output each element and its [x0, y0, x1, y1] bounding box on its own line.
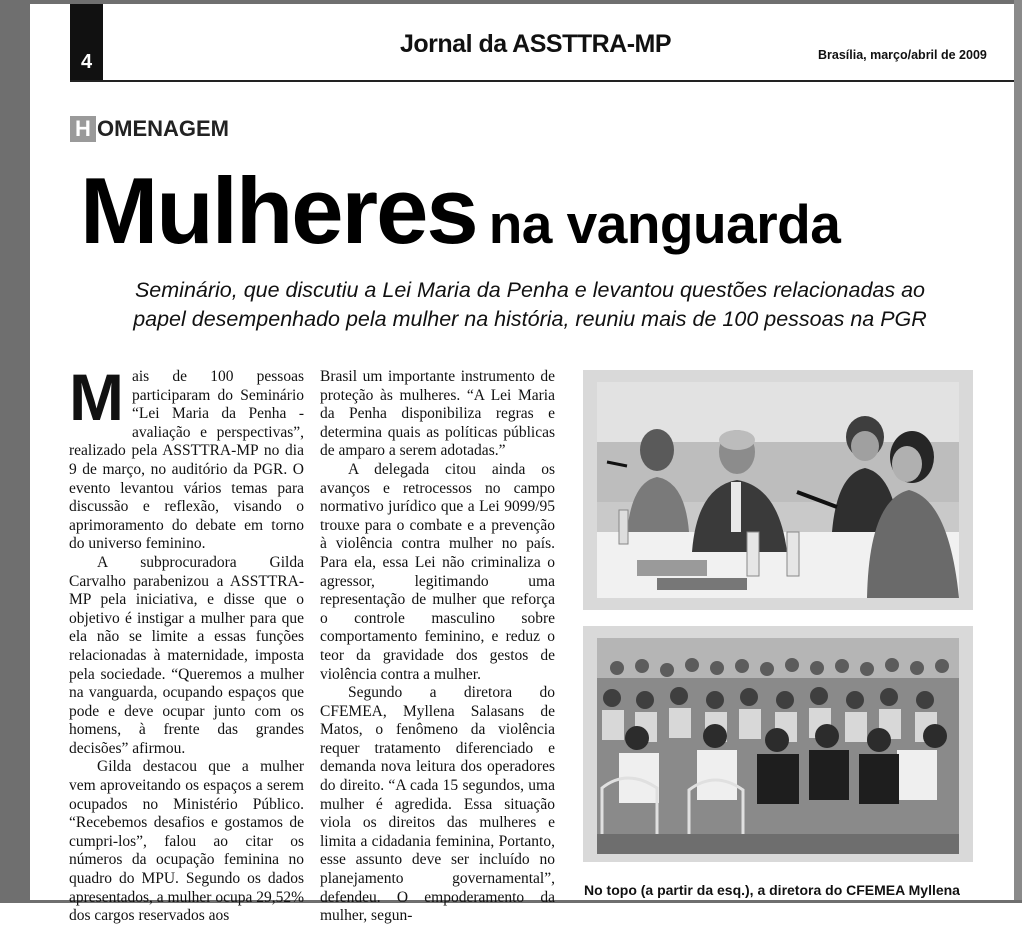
- subtitle: [80, 276, 980, 334]
- section-label-text: OMENAGEM: [97, 116, 229, 141]
- issue-date: Brasília, março/abril de 2009: [818, 48, 987, 62]
- newspaper-page: [30, 4, 1014, 925]
- photo-caption: No topo (a partir da esq.), a diretora do CFEMEA Myllena: [584, 882, 960, 898]
- photo-panel-top: [583, 370, 973, 610]
- subtitle-line-2: papel desempenhado pela mulher na história, reuniu mais de 100 pessoas na PGR: [133, 307, 927, 331]
- header-divider: [70, 80, 1014, 82]
- paragraph: A subprocuradora Gilda Carvalho parabenizou a ASSTTRA-MP pela iniciativa, e disse que o objetivo é instigar a mulher para que ela não se limite a essas funções relacionadas à maternidade, imposta pela sociedade. “Queremos a mulher na vanguarda, ocupando espaços que pode e deve ocupar junto com os homens, à frente das grandes decisões” afirmou.: [69, 553, 304, 757]
- paragraph: ais de 100 pessoas participaram do Seminário “Lei Maria da Penha - avaliação e perspectivas”, realizado pela ASSTTRA-MP no dia 9 de março, no auditório da PGR. O evento levantou vários temas para discussão e reflexão, visando o aprimoramento do debate em torno do universo feminino.: [69, 368, 304, 553]
- article-column-2: [320, 368, 555, 926]
- headline-main: Mulheres: [80, 158, 477, 263]
- page-number: 4: [70, 4, 103, 80]
- headline-rest: na vanguarda: [488, 193, 841, 255]
- viewer-frame-right: [1014, 0, 1022, 903]
- paragraph: A delegada citou ainda os avanços e retrocessos no campo normativo jurídico que a Lei 9099/95 trouxe para o combate e a prevenção à violência contra mulher no país. Para ela, essa Lei não criminaliza o agressor, legitimando uma representação de mulher que reforça o controle masculino sobre comportamento feminino, e reduz o teor da gravidade dos gestos de violência contra a mulher.: [320, 460, 555, 683]
- headline: [80, 158, 980, 263]
- paragraph-continued: Brasil um importante instrumento de proteção às mulheres. “A Lei Maria da Penha disponibiliza regras e determina quais as políticas públicas de amparo a serem adotadas.”: [320, 368, 555, 460]
- subtitle-line-1: Seminário, que discutiu a Lei Maria da Penha e levantou questões relacionadas ao: [134, 278, 926, 302]
- photo-panel-bottom: [583, 626, 973, 862]
- photo-panelists: [597, 382, 959, 598]
- section-label: [70, 116, 229, 142]
- photo-audience: [597, 638, 959, 854]
- section-initial: H: [70, 116, 96, 142]
- paragraph: Gilda destacou que a mulher vem aproveitando os espaços a serem ocupados no Ministério Público. “Recebemos desafios e gostamos de cumpri-los”, falou ao citar os números da ocupação feminina no quadro do MPU. Segundo os dados apresentados, a mulher ocupa 29,52% dos cargos reservados aos: [69, 758, 305, 925]
- viewer-frame-left: [0, 0, 30, 903]
- drop-cap: M: [69, 360, 124, 434]
- paragraph: Segundo a diretora do CFEMEA, Myllena Salasans de Matos, o fenômeno da violência requer tratamento diferenciado e demanda nova leitura dos operadores do direito. “A cada 15 segundos, uma mulher é agredida. Essa situação viola os direitos das mulheres e limita a cidadania feminina, Portanto, esse assunto deve ser incluído no planejamento governamental”, defendeu. O empoderamento da mulher, segun-: [320, 684, 555, 925]
- newspaper-title: Jornal da ASSTTRA-MP: [400, 30, 672, 58]
- article-column-1: [69, 360, 305, 926]
